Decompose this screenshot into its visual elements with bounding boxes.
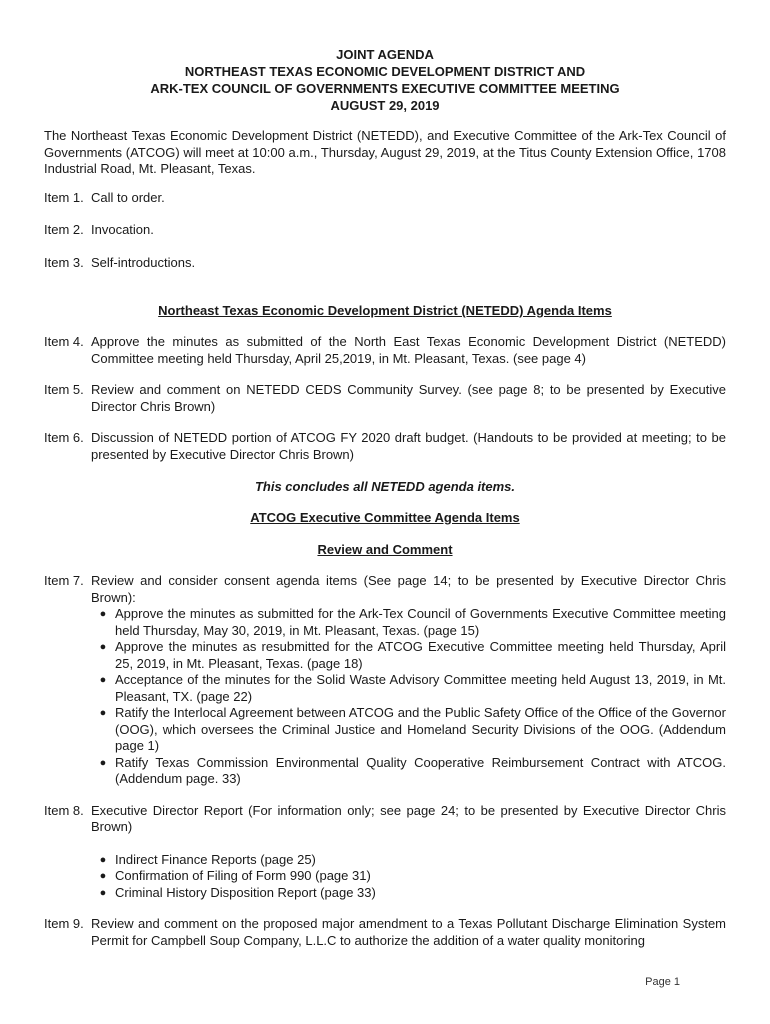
- bullet-text: Acceptance of the minutes for the Solid Waste Advisory Committee meeting held August 13, 2019, in Mt. Pleasant, TX. (page 22): [115, 672, 726, 704]
- bullet-icon: ●: [99, 886, 107, 899]
- bullet-text: Approve the minutes as submitted for the Ark-Tex Council of Governments Executive Committee meeting held Thursday, May 30, 2019, in Mt. Pleasant, Texas. (page 15): [115, 606, 726, 638]
- list-item: [91, 852, 726, 869]
- list-item: [91, 885, 726, 902]
- agenda-item-4: [44, 334, 726, 367]
- agenda-item-5: [44, 382, 726, 415]
- item-number: Item 1.: [44, 189, 84, 205]
- item-number: Item 4.: [44, 334, 84, 349]
- header-line-1: JOINT AGENDA: [336, 47, 434, 62]
- header-line-3: ARK-TEX COUNCIL OF GOVERNMENTS EXECUTIVE COMMITTEE MEETING: [150, 81, 620, 96]
- agenda-item-7: [44, 573, 726, 788]
- bullet-text: Ratify the Interlocal Agreement between ATCOG and the Public Safety Office of the Office of the Governor (OOG), which oversees the Criminal Justice and Homeland Security Divisions of the OOG. (Addendum page 1): [115, 705, 726, 753]
- bullet-text: Ratify Texas Commission Environmental Quality Cooperative Reimbursement Contract with ATCOG. (Addendum page. 33): [115, 754, 726, 786]
- agenda-item-6: [44, 430, 726, 463]
- item-number: Item 5.: [44, 382, 84, 397]
- netedd-section-heading: Northeast Texas Economic Development District (NETEDD) Agenda Items: [158, 303, 612, 318]
- agenda-item-8: [44, 803, 726, 902]
- item-number: Item 3.: [44, 254, 84, 270]
- bullet-icon: ●: [99, 641, 107, 653]
- agenda-item-9: [44, 916, 726, 949]
- agenda-item-2: [44, 222, 726, 239]
- intro-paragraph: The Northeast Texas Economic Development District (NETEDD), and Executive Committee of the Ark-Tex Council of Governments (ATCOG) will meet at 10:00 a.m., Thursday, August 29, 2019, at the Titus County Extension Office, 1708 Industrial Road, Mt. Pleasant, Texas.: [44, 128, 726, 176]
- list-item: [91, 868, 726, 885]
- item-number: Item 8.: [44, 802, 84, 818]
- item-number: Item 6.: [44, 430, 84, 445]
- bullet-icon: ●: [99, 870, 107, 882]
- atcog-section-heading: ATCOG Executive Committee Agenda Items: [250, 510, 520, 525]
- list-item: [91, 755, 726, 788]
- review-comment-heading: Review and Comment: [317, 542, 453, 557]
- bullet-text: Criminal History Disposition Report (page 33): [115, 884, 376, 900]
- item-number: Item 9.: [44, 916, 84, 931]
- bullet-text: Confirmation of Filing of Form 990 (page 31): [115, 868, 371, 883]
- list-item: [91, 672, 726, 705]
- bullet-icon: ●: [99, 608, 107, 620]
- bullet-icon: ●: [99, 707, 107, 719]
- item-text: Invocation.: [91, 222, 154, 237]
- header-line-4: AUGUST 29, 2019: [330, 98, 440, 113]
- agenda-header: [44, 46, 726, 114]
- item-text: Review and consider consent agenda items (See page 14; to be presented by Executive Director Chris Brown):: [91, 573, 726, 605]
- item-number: Item 7.: [44, 573, 84, 588]
- item-text: Review and comment on the proposed major amendment to a Texas Pollutant Discharge Elimination System Permit for Campbell Soup Company, L.L.C to authorize the addition of a water quality monitoring: [91, 916, 726, 948]
- item-body: [91, 803, 726, 902]
- item-text: Discussion of NETEDD portion of ATCOG FY 2020 draft budget. (Handouts to be provided at meeting; to be presented by Executive Director Chris Brown): [91, 430, 726, 462]
- bullet-icon: ●: [99, 756, 107, 769]
- bullet-text: Approve the minutes as resubmitted for the ATCOG Executive Committee meeting held Thursday, April 25, 2019, in Mt. Pleasant, Texas. (page 18): [115, 639, 726, 671]
- netedd-conclusion: This concludes all NETEDD agenda items.: [254, 479, 516, 494]
- item-text: Self-introductions.: [91, 254, 196, 270]
- bullet-icon: ●: [99, 674, 107, 686]
- item-text: Call to order.: [91, 189, 165, 205]
- list-item: [91, 639, 726, 672]
- item-number: Item 2.: [44, 222, 84, 237]
- item-text: Executive Director Report (For information only; see page 24; to be presented by Executive Director Chris Brown): [91, 802, 726, 834]
- list-item: [91, 705, 726, 755]
- page-number: Page 1: [645, 976, 680, 988]
- agenda-item-3: [44, 255, 726, 272]
- bullet-icon: ●: [99, 853, 107, 866]
- header-line-2: NORTHEAST TEXAS ECONOMIC DEVELOPMENT DISTRICT AND: [184, 64, 586, 79]
- item-body: [91, 573, 726, 788]
- item-text: Review and comment on NETEDD CEDS Community Survey. (see page 8; to be presented by Executive Director Chris Brown): [91, 382, 726, 414]
- bullet-text: Indirect Finance Reports (page 25): [115, 851, 316, 867]
- agenda-item-1: [44, 190, 726, 207]
- consent-bullet-list: [91, 606, 726, 788]
- item-text: Approve the minutes as submitted of the North East Texas Economic Development District (NETEDD) Committee meeting held Thursday, April 25,2019, in Mt. Pleasant, Texas. (see page 4): [91, 334, 726, 366]
- list-item: [91, 606, 726, 639]
- director-report-bullet-list: [91, 852, 726, 902]
